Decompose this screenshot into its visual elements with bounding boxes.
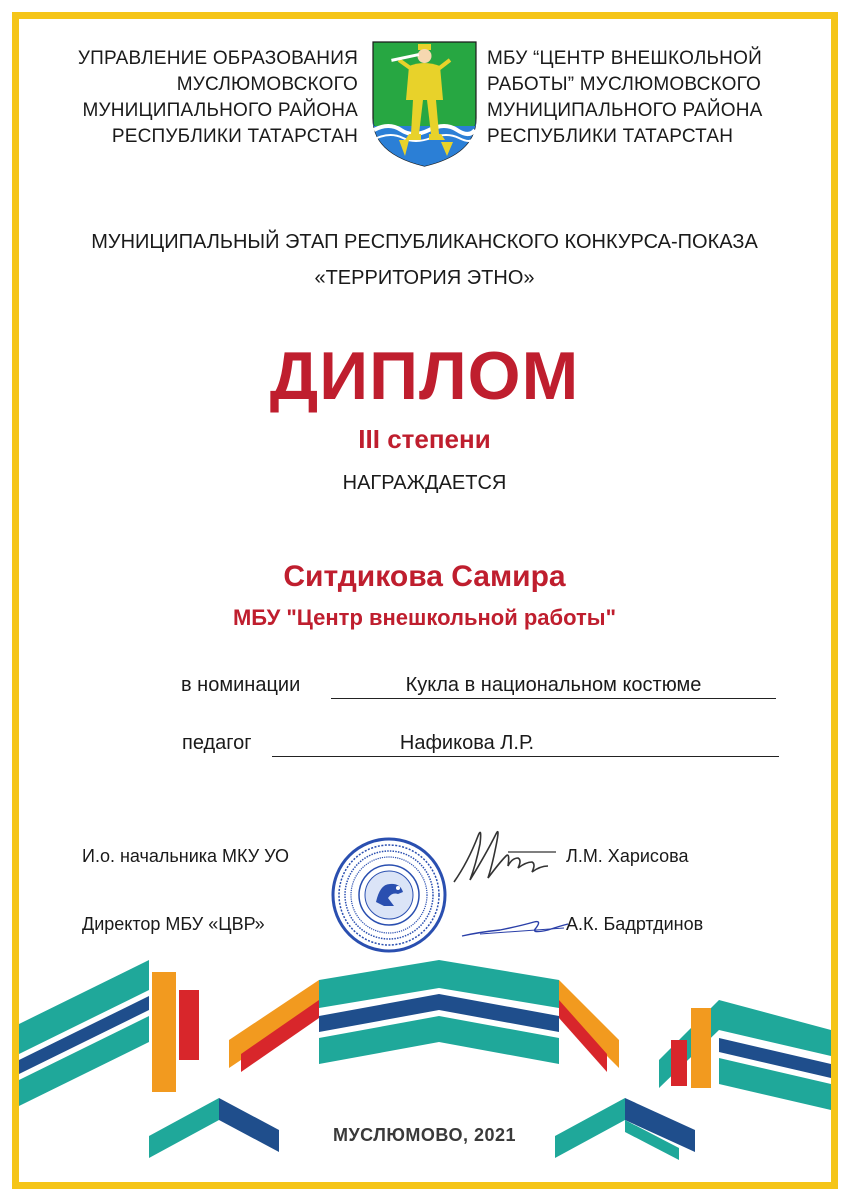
teacher-label: педагог: [182, 732, 252, 754]
contest-title-line2: «ТЕРРИТОРИЯ ЭТНО»: [314, 267, 535, 289]
nomination-label: в номинации: [181, 674, 301, 696]
issuer-left-line: РЕСПУБЛИКИ ТАТАРСТАН: [111, 126, 358, 147]
issuer-left: [40, 46, 358, 150]
contest-title: [0, 224, 849, 296]
contest-title-line1: МУНИЦИПАЛЬНЫЙ ЭТАП РЕСПУБЛИКАНСКОГО КОНКУРСА-ПОКАЗА: [91, 231, 758, 253]
signatory-name-1: Л.М. Харисова: [566, 846, 689, 866]
issuer-left-line: МУНИЦИПАЛЬНОГО РАЙОНА: [82, 100, 358, 121]
issuer-right-line: РАБОТЫ” МУСЛЮМОВСКОГО: [487, 74, 761, 95]
signature-2-icon: [460, 912, 570, 942]
issuer-right-line: МБУ “ЦЕНТР ВНЕШКОЛЬНОЙ: [487, 48, 762, 69]
issuer-right-line: МУНИЦИПАЛЬНОГО РАЙОНА: [487, 100, 763, 121]
recipient-organization: МБУ "Центр внешкольной работы": [232, 605, 616, 630]
nomination-underline: [331, 698, 776, 699]
signature-1-icon: [448, 822, 558, 890]
official-seal-icon: [330, 836, 448, 954]
issuer-right: [487, 46, 817, 150]
coat-of-arms-icon: [369, 38, 480, 168]
diploma-degree: III степени: [358, 424, 491, 454]
diploma-title: ДИПЛОМ: [269, 338, 580, 414]
issuer-right-line: РЕСПУБЛИКИ ТАТАРСТАН: [487, 126, 734, 147]
recipient-name: Ситдикова Самира: [283, 560, 566, 593]
nomination-row: [181, 674, 781, 704]
awarded-label: НАГРАЖДАЕТСЯ: [342, 472, 507, 494]
signatory-role-2: Директор МБУ «ЦВР»: [82, 914, 265, 934]
signatory-role-1: И.о. начальника МКУ УО: [82, 846, 290, 866]
teacher-row: [182, 732, 782, 762]
issuer-left-line: МУСЛЮМОВСКОГО: [176, 74, 358, 95]
teacher-value: Нафикова Л.Р.: [399, 732, 535, 754]
nomination-value: Кукла в национальном костюме: [405, 674, 702, 696]
signatory-name-2: А.К. Бадртдинов: [566, 914, 704, 934]
teacher-underline: [272, 756, 779, 757]
place-and-year: МУСЛЮМОВО, 2021: [332, 1125, 517, 1145]
issuer-left-line: УПРАВЛЕНИЕ ОБРАЗОВАНИЯ: [77, 48, 358, 69]
